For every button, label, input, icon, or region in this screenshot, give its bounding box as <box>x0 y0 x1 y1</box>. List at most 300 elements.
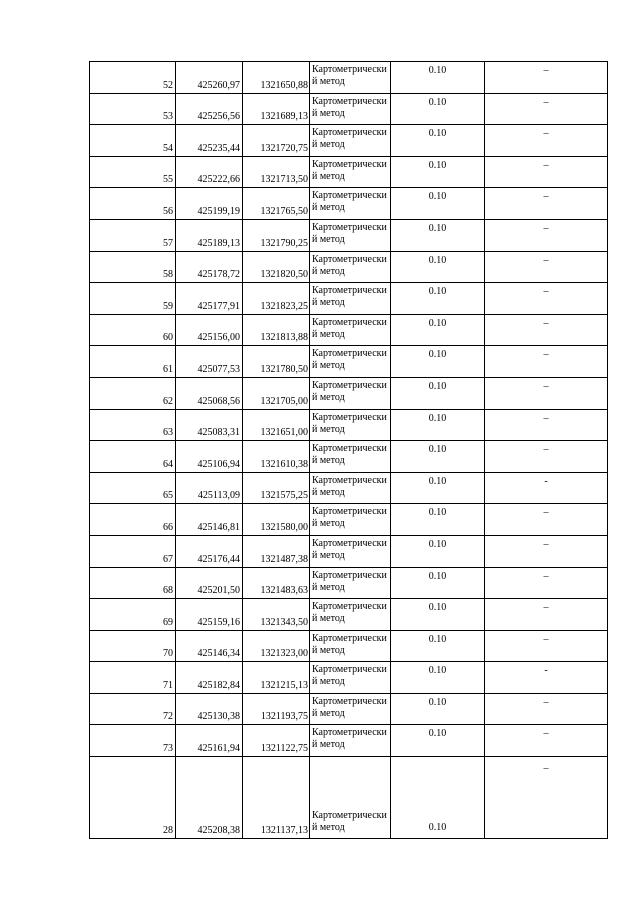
point-number-text: 54 <box>163 142 173 154</box>
method-cell <box>310 314 391 346</box>
point-number-cell <box>90 662 176 694</box>
method-text: Картометрический метод <box>312 474 387 498</box>
description-text: – <box>543 65 549 76</box>
table-row <box>90 693 608 725</box>
y-coordinate-text: 1321720,75 <box>260 142 308 154</box>
accuracy-cell <box>391 757 485 839</box>
accuracy-text: 0.10 <box>428 475 447 487</box>
y-coordinate-text: 1321487,38 <box>260 553 308 565</box>
point-number-text: 58 <box>163 269 173 281</box>
x-coordinate-cell <box>176 188 243 220</box>
y-coordinate-text: 1321575,25 <box>260 490 308 502</box>
description-cell <box>485 472 608 504</box>
accuracy-cell <box>391 251 485 283</box>
accuracy-text: 0.10 <box>428 96 447 108</box>
x-coordinate-cell <box>176 377 243 409</box>
y-coordinate-cell <box>243 472 310 504</box>
table-row <box>90 567 608 599</box>
accuracy-text: 0.10 <box>428 191 447 203</box>
description-text: – <box>543 96 549 108</box>
accuracy-text: 0.10 <box>428 128 447 140</box>
point-number-cell <box>90 725 176 757</box>
accuracy-text: 0.10 <box>428 254 447 266</box>
point-number-cell <box>90 251 176 283</box>
method-cell <box>310 504 391 536</box>
point-number-cell <box>90 377 176 409</box>
table-row <box>90 630 608 662</box>
y-coordinate-cell <box>243 504 310 536</box>
description-cell <box>485 599 608 631</box>
y-coordinate-text: 1321820,50 <box>260 269 308 281</box>
table-row <box>90 472 608 504</box>
description-text: – <box>543 538 549 550</box>
accuracy-cell <box>391 662 485 694</box>
x-coordinate-text: 425201,50 <box>197 585 240 597</box>
x-coordinate-text: 425178,72 <box>197 269 240 281</box>
description-cell <box>485 630 608 662</box>
point-number-text: 63 <box>163 427 173 439</box>
description-text: - <box>544 475 548 487</box>
x-coordinate-cell <box>176 725 243 757</box>
accuracy-text: 0.10 <box>428 286 447 298</box>
point-number-text: 73 <box>163 743 173 755</box>
y-coordinate-cell <box>243 535 310 567</box>
x-coordinate-cell <box>176 283 243 315</box>
x-coordinate-text: 425130,38 <box>197 711 240 723</box>
point-number-text: 64 <box>163 458 173 470</box>
x-coordinate-text: 425176,44 <box>197 553 240 565</box>
accuracy-cell <box>391 314 485 346</box>
point-number-cell <box>90 219 176 251</box>
y-coordinate-cell <box>243 567 310 599</box>
y-coordinate-text: 1321823,25 <box>260 300 308 312</box>
table-row <box>90 757 608 839</box>
coordinates-table <box>89 61 608 839</box>
table-row <box>90 314 608 346</box>
x-coordinate-text: 425256,56 <box>197 111 240 123</box>
point-number-cell <box>90 472 176 504</box>
point-number-text: 57 <box>163 237 173 249</box>
y-coordinate-text: 1321323,00 <box>260 648 308 660</box>
x-coordinate-cell <box>176 535 243 567</box>
point-number-cell <box>90 630 176 662</box>
table-row <box>90 251 608 283</box>
accuracy-text: 0.10 <box>428 222 447 234</box>
accuracy-cell <box>391 725 485 757</box>
point-number-text: 67 <box>163 553 173 565</box>
accuracy-cell <box>391 283 485 315</box>
method-text: Картометрический метод <box>312 221 387 245</box>
table-row <box>90 346 608 378</box>
point-number-text: 65 <box>163 490 173 502</box>
accuracy-cell <box>391 599 485 631</box>
point-number-text: 60 <box>163 332 173 344</box>
y-coordinate-cell <box>243 188 310 220</box>
point-number-cell <box>90 757 176 839</box>
table-row <box>90 156 608 188</box>
point-number-cell <box>90 314 176 346</box>
method-text: Картометрический метод <box>312 506 387 530</box>
method-text: Картометрический метод <box>312 379 387 403</box>
point-number-text: 55 <box>163 174 173 186</box>
accuracy-text: 0.10 <box>428 65 447 76</box>
y-coordinate-text: 1321713,50 <box>260 174 308 186</box>
y-coordinate-cell <box>243 283 310 315</box>
point-number-text: 71 <box>163 679 173 691</box>
description-text: – <box>543 380 549 392</box>
method-cell <box>310 93 391 125</box>
y-coordinate-text: 1321343,50 <box>260 616 308 628</box>
accuracy-text: 0.10 <box>428 317 447 329</box>
accuracy-cell <box>391 472 485 504</box>
x-coordinate-text: 425208,38 <box>197 825 240 837</box>
x-coordinate-cell <box>176 93 243 125</box>
method-text: Картометрический метод <box>312 810 387 834</box>
description-text: – <box>543 570 549 582</box>
point-number-text: 62 <box>163 395 173 407</box>
description-text: – <box>543 633 549 645</box>
method-cell <box>310 662 391 694</box>
accuracy-text: 0.10 <box>428 380 447 392</box>
x-coordinate-cell <box>176 409 243 441</box>
method-cell <box>310 188 391 220</box>
description-cell <box>485 409 608 441</box>
accuracy-text: 0.10 <box>428 665 447 677</box>
accuracy-cell <box>391 156 485 188</box>
x-coordinate-text: 425077,53 <box>197 363 240 375</box>
accuracy-text: 0.10 <box>428 412 447 424</box>
method-text: Картометрический метод <box>312 95 387 119</box>
description-cell <box>485 662 608 694</box>
y-coordinate-text: 1321650,88 <box>260 79 308 91</box>
y-coordinate-text: 1321193,75 <box>260 711 308 723</box>
method-cell <box>310 377 391 409</box>
y-coordinate-cell <box>243 757 310 839</box>
x-coordinate-text: 425222,66 <box>197 174 240 186</box>
point-number-text: 69 <box>163 616 173 628</box>
method-text: Картометрический метод <box>312 64 387 87</box>
x-coordinate-cell <box>176 441 243 473</box>
point-number-text: 56 <box>163 205 173 217</box>
accuracy-text: 0.10 <box>428 728 447 740</box>
method-cell <box>310 441 391 473</box>
accuracy-text: 0.10 <box>428 349 447 361</box>
method-cell <box>310 757 391 839</box>
description-text: – <box>543 349 549 361</box>
y-coordinate-cell <box>243 725 310 757</box>
y-coordinate-text: 1321651,00 <box>260 427 308 439</box>
accuracy-text: 0.10 <box>428 507 447 519</box>
y-coordinate-cell <box>243 93 310 125</box>
table-row <box>90 93 608 125</box>
method-text: Картометрический метод <box>312 190 387 214</box>
table-row <box>90 283 608 315</box>
method-cell <box>310 409 391 441</box>
point-number-cell <box>90 535 176 567</box>
method-text: Картометрический метод <box>312 664 387 688</box>
table-row <box>90 377 608 409</box>
x-coordinate-cell <box>176 599 243 631</box>
y-coordinate-text: 1321122,75 <box>260 743 308 755</box>
y-coordinate-text: 1321765,50 <box>260 205 308 217</box>
table-row <box>90 125 608 157</box>
x-coordinate-text: 425106,94 <box>197 458 240 470</box>
point-number-cell <box>90 156 176 188</box>
description-text: – <box>543 191 549 203</box>
point-number-cell <box>90 599 176 631</box>
x-coordinate-cell <box>176 219 243 251</box>
method-text: Картометрический метод <box>312 537 387 561</box>
description-cell <box>485 62 608 94</box>
method-cell <box>310 693 391 725</box>
description-text: – <box>543 222 549 234</box>
table-row <box>90 62 608 94</box>
accuracy-text: 0.10 <box>428 570 447 582</box>
table-row <box>90 599 608 631</box>
x-coordinate-cell <box>176 630 243 662</box>
point-number-text: 59 <box>163 300 173 312</box>
accuracy-cell <box>391 693 485 725</box>
x-coordinate-cell <box>176 314 243 346</box>
table-row <box>90 662 608 694</box>
point-number-cell <box>90 409 176 441</box>
y-coordinate-text: 1321813,88 <box>260 332 308 344</box>
accuracy-cell <box>391 377 485 409</box>
description-text: – <box>543 128 549 140</box>
x-coordinate-cell <box>176 156 243 188</box>
point-number-text: 53 <box>163 111 173 123</box>
x-coordinate-text: 425189,13 <box>197 237 240 249</box>
y-coordinate-cell <box>243 599 310 631</box>
accuracy-cell <box>391 504 485 536</box>
accuracy-cell <box>391 62 485 94</box>
method-cell <box>310 472 391 504</box>
accuracy-cell <box>391 125 485 157</box>
description-cell <box>485 219 608 251</box>
x-coordinate-cell <box>176 693 243 725</box>
point-number-cell <box>90 93 176 125</box>
description-cell <box>485 693 608 725</box>
point-number-cell <box>90 188 176 220</box>
y-coordinate-cell <box>243 662 310 694</box>
x-coordinate-cell <box>176 567 243 599</box>
method-text: Картометрический метод <box>312 316 387 340</box>
description-text: – <box>543 317 549 329</box>
y-coordinate-cell <box>243 219 310 251</box>
x-coordinate-text: 425260,97 <box>197 79 240 91</box>
x-coordinate-text: 425068,56 <box>197 395 240 407</box>
y-coordinate-cell <box>243 693 310 725</box>
method-text: Картометрический метод <box>312 285 387 309</box>
description-text: – <box>543 763 549 775</box>
y-coordinate-cell <box>243 346 310 378</box>
method-cell <box>310 283 391 315</box>
accuracy-cell <box>391 346 485 378</box>
y-coordinate-text: 1321790,25 <box>260 237 308 249</box>
x-coordinate-cell <box>176 346 243 378</box>
x-coordinate-cell <box>176 62 243 94</box>
x-coordinate-cell <box>176 757 243 839</box>
method-cell <box>310 567 391 599</box>
accuracy-text: 0.10 <box>428 538 447 550</box>
description-cell <box>485 251 608 283</box>
accuracy-text: 0.10 <box>428 444 447 456</box>
point-number-text: 70 <box>163 648 173 660</box>
y-coordinate-cell <box>243 156 310 188</box>
y-coordinate-cell <box>243 125 310 157</box>
description-cell <box>485 725 608 757</box>
description-cell <box>485 441 608 473</box>
point-number-cell <box>90 346 176 378</box>
description-cell <box>485 567 608 599</box>
table-row <box>90 188 608 220</box>
description-text: – <box>543 254 549 266</box>
table-row <box>90 441 608 473</box>
point-number-text: 61 <box>163 363 173 375</box>
description-cell <box>485 93 608 125</box>
y-coordinate-text: 1321483,63 <box>260 585 308 597</box>
description-text: – <box>543 444 549 456</box>
y-coordinate-text: 1321610,38 <box>260 458 308 470</box>
accuracy-cell <box>391 409 485 441</box>
accuracy-cell <box>391 535 485 567</box>
y-coordinate-cell <box>243 62 310 94</box>
x-coordinate-cell <box>176 472 243 504</box>
method-text: Картометрический метод <box>312 127 387 151</box>
coordinates-table-body <box>90 62 608 839</box>
description-text: – <box>543 696 549 708</box>
method-text: Картометрический метод <box>312 695 387 719</box>
method-text: Картометрический метод <box>312 253 387 277</box>
y-coordinate-text: 1321780,50 <box>260 363 308 375</box>
x-coordinate-cell <box>176 504 243 536</box>
x-coordinate-text: 425159,16 <box>197 616 240 628</box>
method-text: Картометрический метод <box>312 727 387 751</box>
y-coordinate-cell <box>243 377 310 409</box>
y-coordinate-cell <box>243 441 310 473</box>
point-number-cell <box>90 693 176 725</box>
method-text: Картометрический метод <box>312 348 387 372</box>
y-coordinate-text: 1321580,00 <box>260 521 308 533</box>
x-coordinate-text: 425235,44 <box>197 142 240 154</box>
y-coordinate-cell <box>243 314 310 346</box>
description-cell <box>485 188 608 220</box>
description-cell <box>485 346 608 378</box>
accuracy-cell <box>391 630 485 662</box>
method-cell <box>310 219 391 251</box>
point-number-text: 52 <box>163 79 173 91</box>
method-cell <box>310 156 391 188</box>
point-number-text: 72 <box>163 711 173 723</box>
accuracy-text: 0.10 <box>428 633 447 645</box>
accuracy-cell <box>391 93 485 125</box>
point-number-cell <box>90 283 176 315</box>
y-coordinate-text: 1321705,00 <box>260 395 308 407</box>
method-text: Картометрический метод <box>312 158 387 182</box>
method-text: Картометрический метод <box>312 411 387 435</box>
x-coordinate-text: 425146,34 <box>197 648 240 660</box>
accuracy-cell <box>391 219 485 251</box>
description-text: – <box>543 286 549 298</box>
method-cell <box>310 346 391 378</box>
description-cell <box>485 757 608 839</box>
x-coordinate-text: 425083,31 <box>197 427 240 439</box>
x-coordinate-text: 425113,09 <box>197 490 240 502</box>
y-coordinate-text: 1321689,13 <box>260 111 308 123</box>
x-coordinate-text: 425156,00 <box>197 332 240 344</box>
point-number-cell <box>90 567 176 599</box>
point-number-cell <box>90 504 176 536</box>
method-text: Картометрический метод <box>312 443 387 467</box>
method-cell <box>310 599 391 631</box>
description-cell <box>485 125 608 157</box>
y-coordinate-cell <box>243 409 310 441</box>
method-cell <box>310 535 391 567</box>
method-cell <box>310 62 391 94</box>
method-text: Картометрический метод <box>312 632 387 656</box>
x-coordinate-cell <box>176 251 243 283</box>
x-coordinate-cell <box>176 662 243 694</box>
accuracy-text: 0.10 <box>428 602 447 614</box>
description-cell <box>485 504 608 536</box>
description-text: – <box>543 602 549 614</box>
description-text: – <box>543 159 549 171</box>
method-text: Картометрический метод <box>312 569 387 593</box>
table-row <box>90 725 608 757</box>
accuracy-text: 0.10 <box>428 159 447 171</box>
description-cell <box>485 283 608 315</box>
point-number-cell <box>90 125 176 157</box>
description-cell <box>485 314 608 346</box>
method-text: Картометрический метод <box>312 601 387 625</box>
table-row <box>90 219 608 251</box>
x-coordinate-text: 425199,19 <box>197 205 240 217</box>
y-coordinate-text: 1321215,13 <box>260 679 308 691</box>
description-cell <box>485 535 608 567</box>
method-cell <box>310 125 391 157</box>
description-text: – <box>543 507 549 519</box>
point-number-text: 66 <box>163 521 173 533</box>
accuracy-cell <box>391 441 485 473</box>
point-number-cell <box>90 441 176 473</box>
point-number-cell <box>90 62 176 94</box>
accuracy-cell <box>391 567 485 599</box>
accuracy-text: 0.10 <box>428 822 447 834</box>
x-coordinate-text: 425182,84 <box>197 679 240 691</box>
y-coordinate-text: 1321137,13 <box>260 825 308 837</box>
description-cell <box>485 156 608 188</box>
table-row <box>90 409 608 441</box>
point-number-text: 28 <box>163 825 173 837</box>
table-row <box>90 504 608 536</box>
description-text: - <box>544 665 548 677</box>
description-text: – <box>543 412 549 424</box>
x-coordinate-cell <box>176 125 243 157</box>
description-text: – <box>543 728 549 740</box>
table-row <box>90 535 608 567</box>
accuracy-cell <box>391 188 485 220</box>
x-coordinate-text: 425177,91 <box>197 300 240 312</box>
x-coordinate-text: 425161,94 <box>197 743 240 755</box>
description-cell <box>485 377 608 409</box>
method-cell <box>310 251 391 283</box>
y-coordinate-cell <box>243 630 310 662</box>
method-cell <box>310 630 391 662</box>
x-coordinate-text: 425146,81 <box>197 521 240 533</box>
accuracy-text: 0.10 <box>428 696 447 708</box>
method-cell <box>310 725 391 757</box>
point-number-text: 68 <box>163 585 173 597</box>
